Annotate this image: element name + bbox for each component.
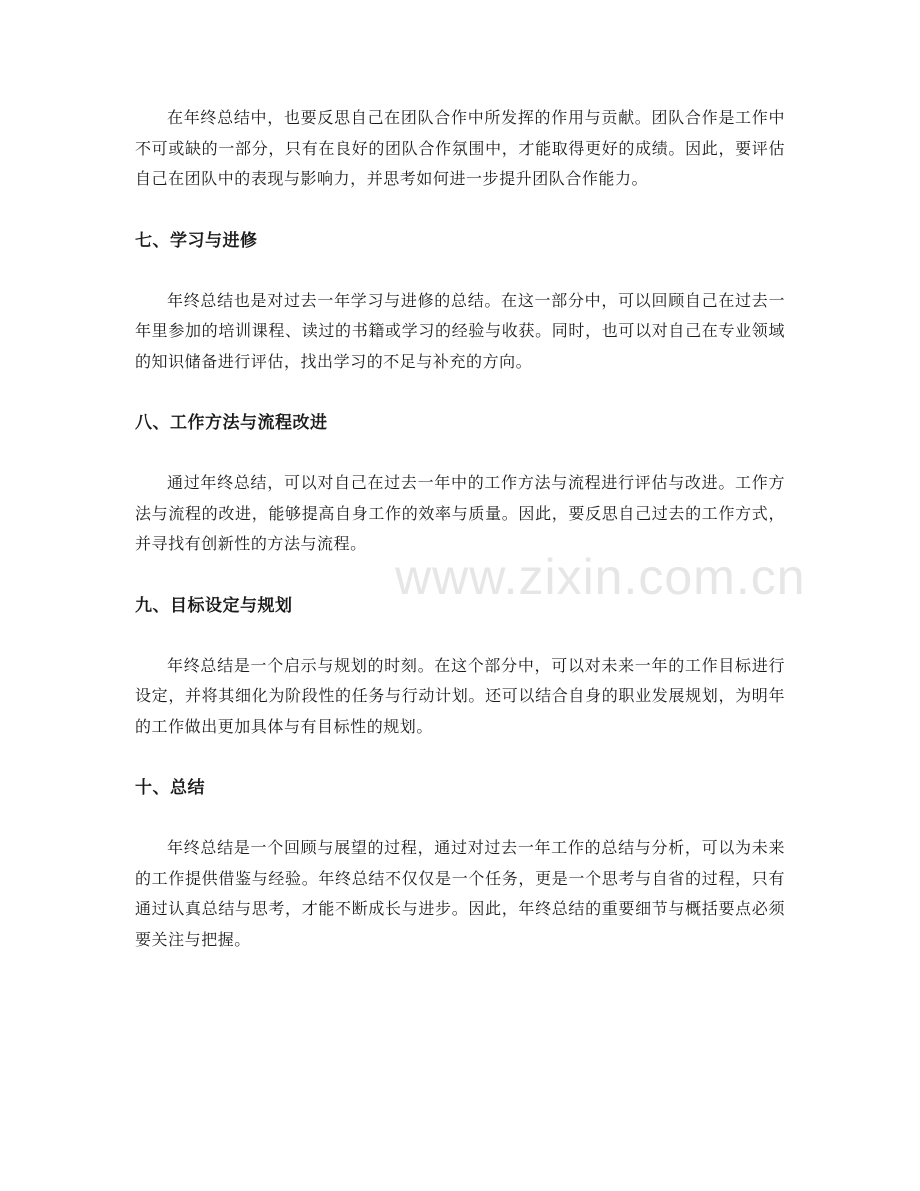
document-body: [135, 103, 785, 955]
section-method: [135, 408, 785, 560]
section-heading: 十、总结: [135, 778, 205, 798]
section-paragraph: 年终总结也是对过去一年学习与进修的总结。在这一部分中，可以回顾自己在过去一年里参加的培训课程、读过的书籍或学习的经验与收获。同时，也可以对自己在专业领域的知识储备进行评估，找出学习的不足与补充的方向。: [135, 290, 785, 371]
section-heading: 九、目标设定与规划: [135, 595, 293, 616]
watermark: www.zixin.com.cn: [395, 549, 806, 605]
section-study: [135, 226, 785, 378]
section-heading: 八、工作方法与流程改进: [135, 413, 328, 433]
section-heading: 七、学习与进修: [135, 230, 258, 251]
section-paragraph: 通过年终总结，可以对自己在过去一年中的工作方法与流程进行评估与改进。工作方法与流程的改进，能够提高自身工作的效率与质量。因此，要反思自己过去的工作方式，并寻找有创新性的方法与流程。: [135, 473, 785, 553]
section-paragraph: 年终总结是一个回顾与展望的过程，通过对过去一年工作的总结与分析，可以为未来的工作提供借鉴与经验。年终总结不仅仅是一个任务，更是一个思考与自省的过程，只有通过认真总结与思考，才能不断成长与进步。因此，年终总结的重要细节与概括要点必须要关注与把握。: [135, 838, 785, 949]
section-goals: [135, 591, 785, 743]
section-paragraph: 年终总结是一个启示与规划的时刻。在这个部分中，可以对未来一年的工作目标进行设定，并将其细化为阶段性的任务与行动计划。还可以结合自身的职业发展规划，为明年的工作做出更加具体与有目标性的规划。: [135, 655, 785, 736]
section-summary: [135, 773, 785, 955]
intro-paragraph: 在年终总结中，也要反思自己在团队合作中所发挥的作用与贡献。团队合作是工作中不可或缺的一部分，只有在良好的团队合作氛围中，才能取得更好的成绩。因此，要评估自己在团队中的表现与影响力，并思考如何进一步提升团队合作能力。: [135, 108, 785, 188]
